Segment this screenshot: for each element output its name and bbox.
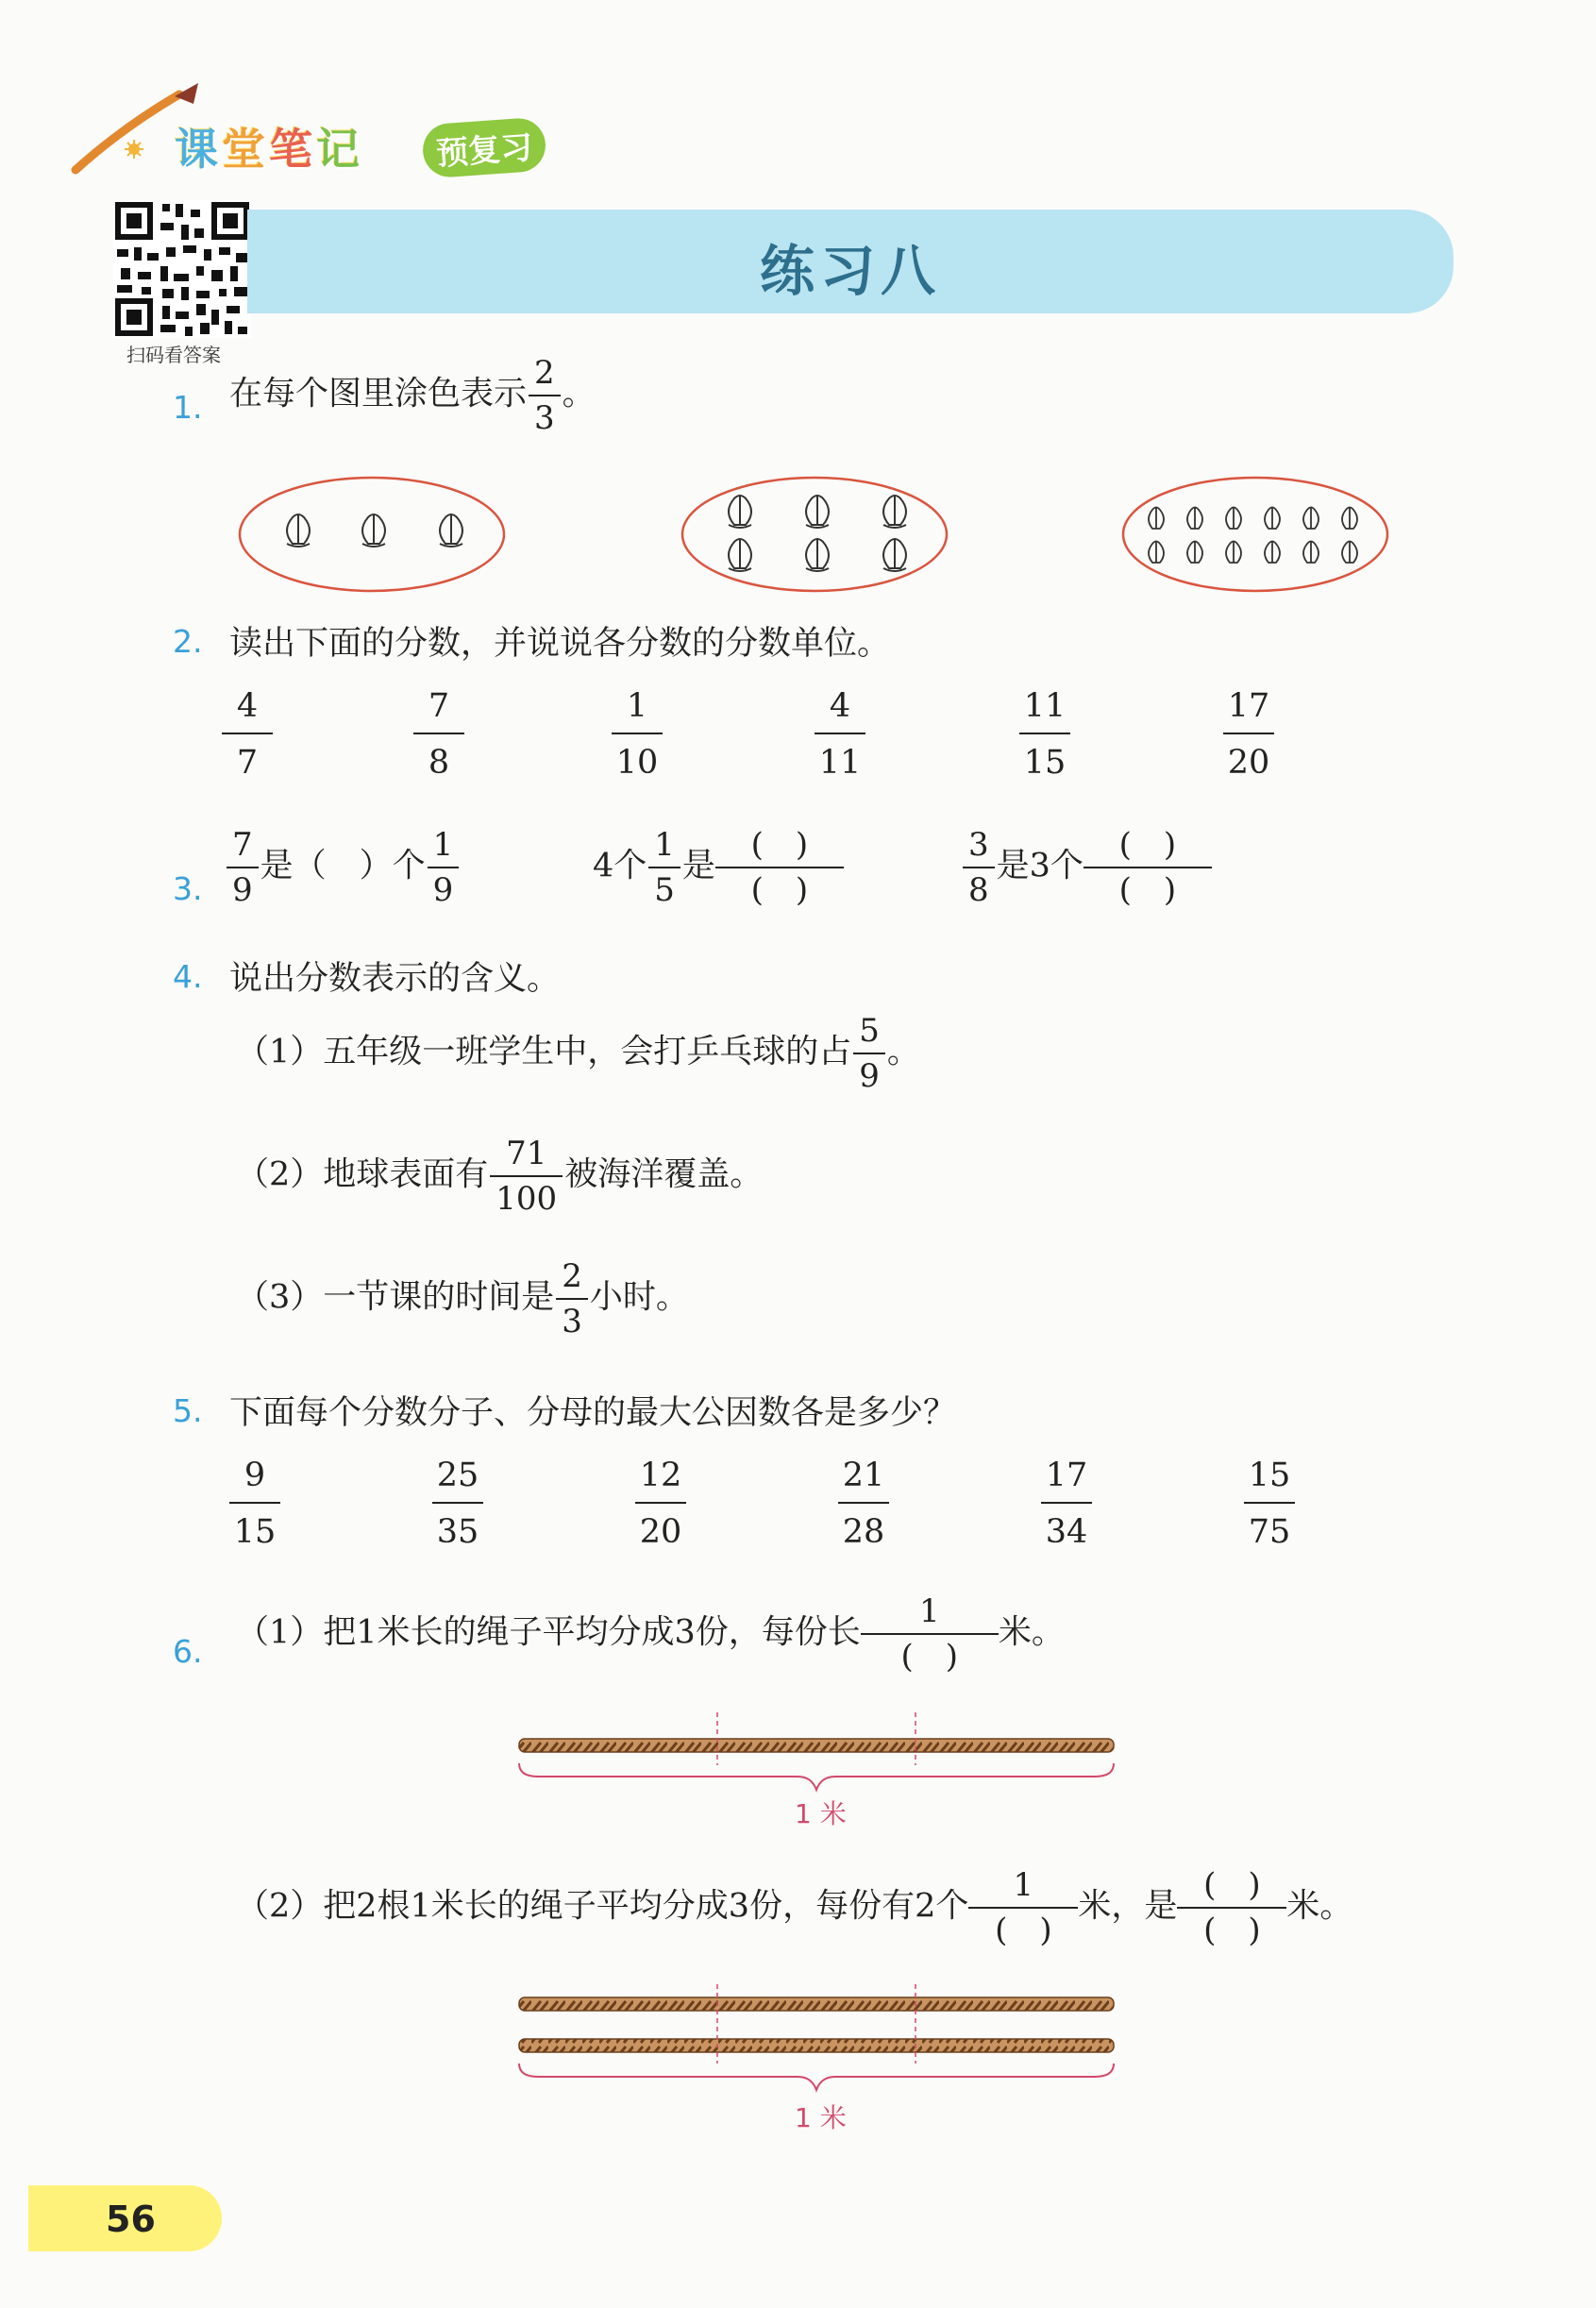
fraction: 4 7 [210,687,285,782]
answer-blank-fraction[interactable]: ( ) ( ) [715,829,844,906]
question-5-text: 下面每个分数分子、分母的最大公因数各是多少？ [229,1394,957,1432]
qr-code-icon[interactable] [113,200,251,338]
fraction: 21 28 [826,1457,901,1551]
rope-diagram-2 [514,1984,1118,2097]
fraction: 25 35 [420,1457,496,1551]
question-1-text: 在每个图里涂色表示 $\frac{2}{3}$ 。 [229,354,596,437]
fraction: 17 34 [1029,1457,1104,1551]
rope-diagram-1 [514,1710,1118,1795]
question-number: 6. [173,1633,203,1670]
fraction: $\frac{71}{100}$ [490,1137,563,1215]
fraction: 1 10 [599,687,675,782]
peach-group-12[interactable] [1118,472,1392,597]
question-4-part-1: （1）五年级一班学生中，会打乒乓球的占 $\frac{5}{9}$ 。 [236,1012,920,1095]
question-3c: $\frac{3}{8}$ 是3个 ( ) ( ) [961,829,1212,906]
question-3b: 4个 $\frac{1}{5}$ 是 ( ) ( ) [593,829,844,906]
question-2-text: 读出下面的分数，并说说各分数的分数单位。 [229,625,891,663]
answer-blank-fraction[interactable]: 1 ( ) [968,1869,1078,1946]
fraction: 4 11 [802,687,878,782]
page-title: 练习八 [759,239,941,303]
answer-blank-fraction[interactable]: 1 ( ) [861,1595,999,1673]
fraction: $\frac{7}{9}$ [227,829,259,906]
answer-blank-fraction[interactable]: ( ) ( ) [1084,829,1212,906]
question-4-part-3: （3）一节课的时间是 $\frac{2}{3}$ 小时。 [236,1257,689,1340]
fraction: 9 15 [217,1457,293,1551]
question-4-text: 说出分数表示的含义。 [229,960,561,998]
fraction: 11 15 [1007,687,1083,782]
rope-length-label: 1 米 [795,2102,847,2133]
answer-blank-fraction[interactable]: ( ) ( ) [1177,1869,1286,1946]
question-number: 5. [173,1392,203,1429]
question-number: 2. [173,623,203,660]
question-number: 4. [173,958,203,995]
question-4-part-2: （2）地球表面有 $\frac{71}{100}$ 被海洋覆盖。 [236,1135,764,1218]
fraction: $\frac{1}{5}$ [648,829,680,906]
peach-group-6[interactable] [678,472,951,597]
fraction: 7 8 [401,687,477,782]
brand-title: 课堂笔记 [175,124,363,175]
peach-group-3[interactable] [236,472,510,597]
fraction: $\frac{3}{8}$ [963,829,995,906]
qr-caption: 扫码看答案 [126,344,221,366]
fraction: 17 20 [1211,687,1286,782]
fraction: $\frac{5}{9}$ [853,1015,885,1092]
brand-tag: 预复习 [421,117,547,179]
fraction: $\frac{2}{3}$ [556,1260,588,1338]
title-banner [247,210,1453,313]
question-6-part-1: （1）把1米长的绳子平均分成3份，每份长 1 ( ) 米。 [236,1592,1065,1676]
question-6-part-2: （2）把2根1米长的绳子平均分成3份，每份有2个 1 ( ) 米，是 ( ) ( ) 米。 [236,1866,1353,1949]
page-number: 56 [106,2198,156,2240]
question-3a: $\frac{7}{9}$ 是（ ）个 $\frac{1}{9}$ [225,829,461,906]
question-number: 1. [173,389,203,426]
fraction: $\frac{2}{3}$ [529,357,561,434]
rope-length-label: 1 米 [795,1798,847,1829]
question-number: 3. [173,870,203,907]
page-number-tab [28,2185,222,2251]
fraction: $\frac{1}{9}$ [428,829,460,906]
fraction: 12 20 [623,1457,698,1551]
fraction: 15 75 [1232,1457,1307,1551]
